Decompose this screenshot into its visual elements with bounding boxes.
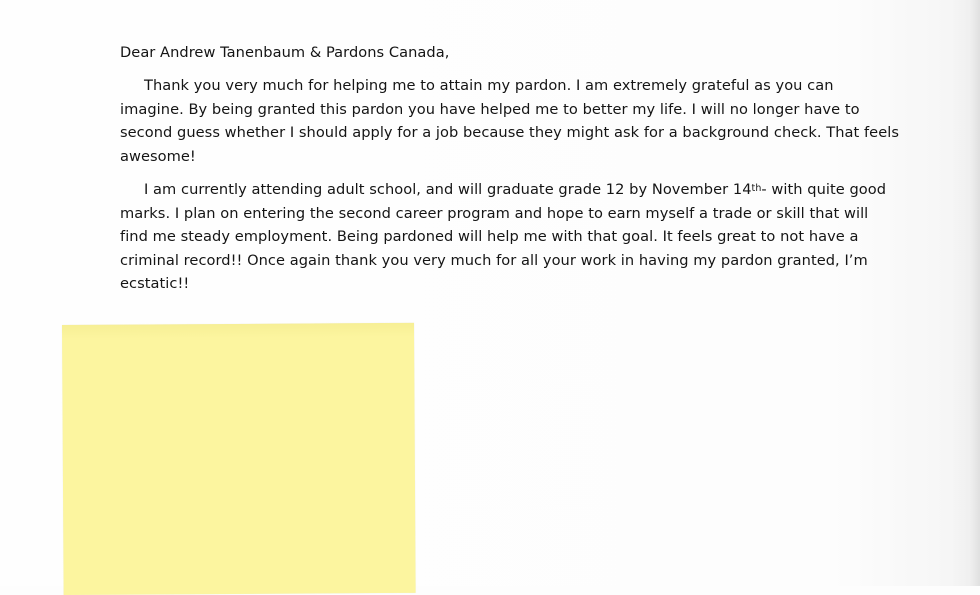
salutation: Dear Andrew Tanenbaum & Pardons Canada, (120, 44, 450, 61)
sticky-note (62, 323, 416, 595)
paragraph-thanks (120, 74, 899, 168)
paragraph-line: awesome! (120, 147, 196, 165)
paragraph-line: find me steady employment. Being pardoned will help me with that goal. It feels great to not have a (120, 228, 859, 245)
line-text: - with quite good (761, 181, 887, 198)
paragraph-line: second guess whether I should apply for a job because they might ask for a background check. That feels (120, 124, 899, 141)
paragraph-line: Thank you very much for helping me to attain my pardon. I am extremely grateful as you can (144, 77, 834, 94)
paragraph-line: criminal record!! Once again thank you very much for all your work in having my pardon granted, I’m (120, 251, 868, 269)
paragraph-line (120, 178, 887, 202)
paragraph-school (120, 178, 887, 296)
letter-body (120, 40, 899, 306)
page-edge-shadow (970, 0, 980, 586)
superscript-ordinal: th (751, 183, 762, 194)
line-text: I am currently attending adult school, and will graduate grade 12 by November 14 (144, 181, 752, 198)
paragraph-line: ecstatic!! (120, 275, 190, 292)
paragraph-line: marks. I plan on entering the second career program and hope to earn myself a trade or skill that will (120, 204, 869, 222)
paragraph-line: imagine. By being granted this pardon you have helped me to better my life. I will no longer have to (120, 100, 860, 118)
